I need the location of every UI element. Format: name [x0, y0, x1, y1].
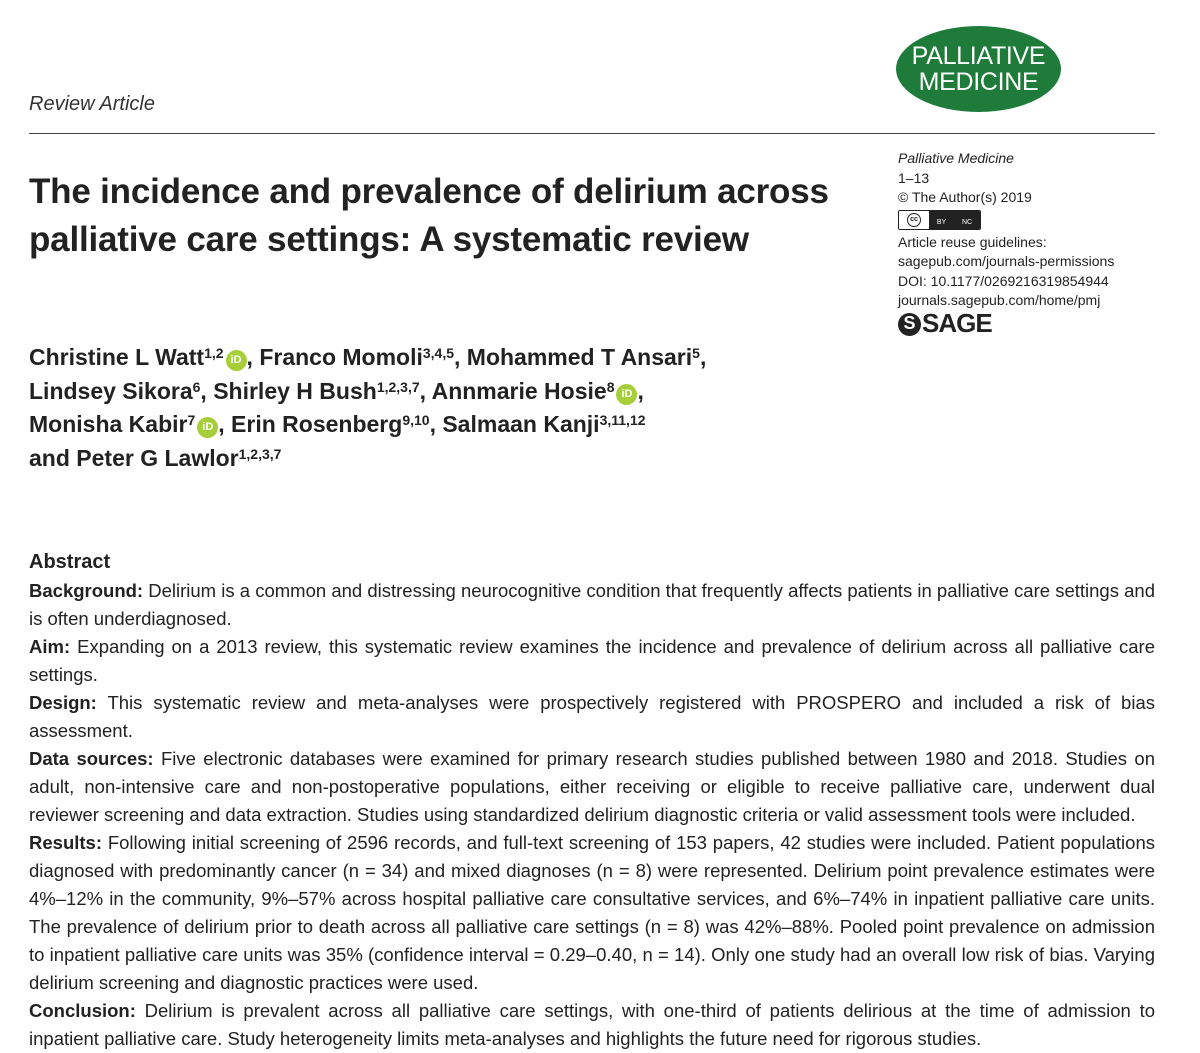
- abstract-section-label: Aim:: [29, 636, 71, 657]
- author-name: Mohammed T Ansari: [466, 344, 693, 370]
- abstract-heading: Abstract: [29, 551, 111, 573]
- abstract-section: [29, 829, 1155, 997]
- author: [432, 378, 644, 404]
- doi[interactable]: DOI: 10.1177/0269216319854944: [898, 272, 1109, 289]
- article-type: Review Article: [29, 93, 155, 115]
- author-affiliation: 6: [192, 378, 201, 395]
- orcid-icon[interactable]: iD: [616, 384, 637, 405]
- abstract-section-text: Following initial screening of 2596 records, and full-text screening of 153 papers, 42 studies were included. Patient populations diagnosed with predominantly cancer (n = 34) and mixed diagnoses (n = 8) were represented. Delirium point prevalence estimates were 4%–12% in the community, 9%–57% across hospital palliative care consultative services, and 6%–74% in inpatient palliative care units. The prevalence of delirium prior to death across all palliative care settings (n = 8) was 42%–88%. Pooled point prevalence on admission to inpatient palliative care units was 35% (confidence interval = 0.29–0.40, n = 14). Only one study had an overall low risk of bias. Varying delirium screening and diagnostic practices were used.: [29, 832, 1155, 993]
- author: [29, 344, 259, 370]
- author: [29, 411, 231, 437]
- author: [29, 378, 213, 404]
- author-name: Franco Momoli: [259, 344, 423, 370]
- orcid-icon[interactable]: iD: [197, 417, 218, 438]
- author-affiliation: 1,2,3,7: [238, 445, 282, 462]
- abstract-section: [29, 745, 1155, 829]
- author: [467, 344, 707, 370]
- cc-icon: [899, 211, 929, 229]
- author-separator: ,: [218, 411, 232, 437]
- author-separator: ,: [699, 344, 707, 370]
- author-name: Christine L Watt: [29, 344, 205, 370]
- author-separator: ,: [246, 344, 260, 370]
- copyright: © The Author(s) 2019: [898, 189, 1032, 205]
- abstract-section-label: Results:: [29, 832, 102, 853]
- author-affiliation: 3,4,5: [422, 345, 455, 361]
- author-list: [29, 341, 829, 475]
- author-affiliation: 1,2: [204, 345, 224, 361]
- journal-logo-line1: PALLIATIVE: [911, 42, 1046, 70]
- journal-name: Palliative Medicine: [898, 150, 1014, 166]
- author: [213, 378, 431, 404]
- by-label: BY: [936, 219, 947, 227]
- cc-by-nc-license-icon[interactable]: [898, 210, 981, 230]
- abstract-section-text: This systematic review and meta-analyses were prospectively registered with PROSPERO and included a risk of bias assessment.: [29, 692, 1155, 741]
- journal-logo: [896, 26, 1061, 112]
- sage-logo: [898, 308, 1158, 339]
- abstract-section: [29, 577, 1155, 633]
- journal-logo-line2: MEDICINE: [918, 68, 1039, 96]
- abstract-section-label: Conclusion:: [29, 1000, 136, 1021]
- author-affiliation: 5: [692, 345, 700, 361]
- orcid-icon[interactable]: iD: [226, 350, 247, 371]
- abstract-section-text: Five electronic databases were examined for primary research studies published between 1980 and 2018. Studies on adult, non-intensive care and non-postoperative populations, either receiving or eligible to receive palliative care, underwent dual reviewer screening and data extraction. Studies using standardized delirium diagnostic criteria or valid assessment tools were included.: [29, 748, 1155, 825]
- abstract-section-label: Data sources:: [29, 748, 154, 769]
- header-divider: [29, 133, 1155, 134]
- author-name: Erin Rosenberg: [231, 411, 403, 437]
- article-meta: [898, 149, 1158, 339]
- abstract: [29, 548, 1155, 1053]
- author-separator: ,: [637, 377, 644, 404]
- author: [231, 411, 442, 437]
- abstract-section-label: Background:: [29, 580, 144, 601]
- author-affiliation: 8: [606, 378, 615, 395]
- author-affiliation: 7: [187, 412, 196, 428]
- author-separator: ,: [454, 344, 467, 370]
- article-title: The incidence and prevalence of delirium across palliative care settings: A systematic review: [29, 172, 829, 259]
- author-name: and Peter G Lawlor: [29, 444, 239, 471]
- abstract-section-text: Delirium is prevalent across all palliative care settings, with one-third of patients delirious at the time of admission to inpatient palliative care. Study heterogeneity limits meta-analyses and highlights the future need for rigorous studies.: [29, 1000, 1155, 1049]
- abstract-section-text: Expanding on a 2013 review, this systematic review examines the incidence and prevalence of delirium across all palliative care settings.: [29, 636, 1155, 685]
- author-name: Shirley H Bush: [213, 377, 377, 404]
- abstract-sections: [29, 577, 1155, 1053]
- abstract-section-text: Delirium is a common and distressing neurocognitive condition that frequently affects patients in palliative care settings and is often underdiagnosed.: [29, 580, 1155, 629]
- journal-link[interactable]: journals.sagepub.com/home/pmj: [898, 292, 1101, 308]
- author: [29, 445, 281, 471]
- author-name: Annmarie Hosie: [431, 377, 607, 404]
- author-affiliation: 1,2,3,7: [376, 378, 420, 395]
- author-name: Lindsey Sikora: [29, 377, 193, 404]
- sage-s-icon: S: [898, 313, 921, 336]
- author-separator: ,: [200, 377, 214, 404]
- reuse-link[interactable]: sagepub.com/journals-permissions: [898, 253, 1115, 269]
- nc-label: NC: [961, 219, 973, 227]
- abstract-section: [29, 633, 1155, 689]
- author-separator: ,: [419, 377, 432, 404]
- page-range: 1–13: [898, 169, 930, 186]
- reuse-label: Article reuse guidelines:: [898, 233, 1047, 250]
- by-nc-icon: [929, 211, 980, 229]
- abstract-section: [29, 997, 1155, 1053]
- cc-label: cc: [907, 213, 921, 227]
- abstract-section: [29, 689, 1155, 745]
- author: [442, 411, 645, 437]
- author-separator: ,: [429, 411, 443, 437]
- author: [259, 344, 466, 370]
- author-affiliation: 9,10: [402, 412, 430, 428]
- abstract-section-label: Design:: [29, 692, 97, 713]
- publisher-name: SAGE: [922, 308, 992, 339]
- author-name: Salmaan Kanji: [442, 411, 600, 437]
- author-name: Monisha Kabir: [29, 411, 188, 437]
- author-affiliation: 3,11,12: [599, 412, 646, 428]
